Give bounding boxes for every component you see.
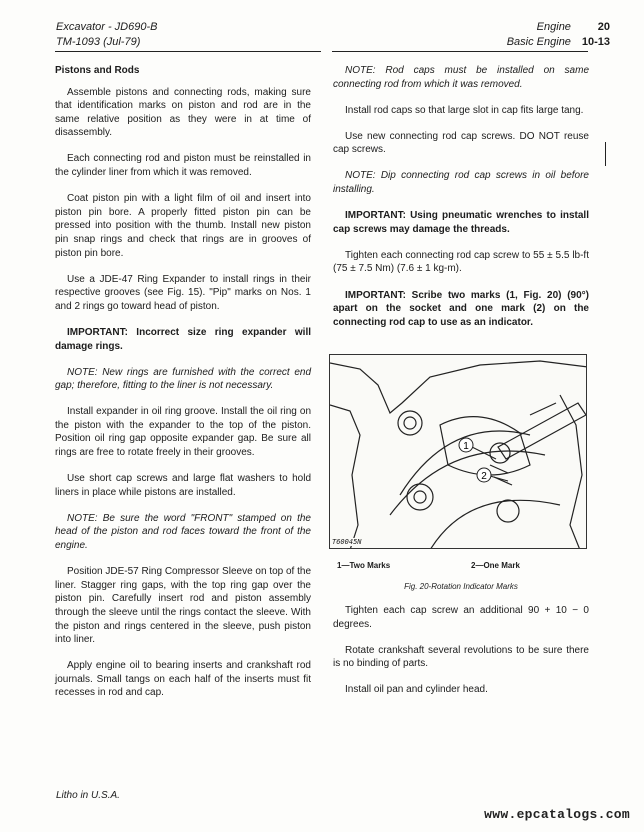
- paragraph: Use short cap screws and large flat washers to hold liners in place while pistons are installed.: [55, 473, 311, 498]
- section-label: Engine: [536, 21, 571, 33]
- paragraph: Use a JDE-47 Ring Expander to install rings in their respective grooves (see Fig. 15). "Pip" marks on Nos. 1 and 2 rings go toward head of piston.: [55, 273, 311, 312]
- group-label: Basic Engine: [506, 36, 571, 48]
- paragraph: Tighten each connecting rod cap screw to 55 ± 5.5 lb-ft (75 ± 7.5 Nm) (7.6 ± 1 kg-m).: [333, 249, 589, 275]
- note: NOTE: Be sure the word "FRONT" stamped on the head of the piston and rod faces toward the front of the engine.: [55, 512, 311, 552]
- paragraph: Tighten each cap screw an additional 90 + 10 − 0 degrees.: [333, 605, 589, 630]
- note: NOTE: New rings are furnished with the correct end gap; therefore, fitting to the liner is not necessary.: [55, 366, 311, 392]
- paragraph: Install expander in oil ring groove. Install the oil ring on the piston with the expander to the top of the piston. Position oil ring gap opposite expander gap. Be sure all rings are free to rotate freely in their grooves.: [55, 406, 311, 459]
- paragraph: Coat piston pin with a light film of oil and insert into piston pin bore. A properly fitted piston pin can be pressed into position with the thumb. Install new piston pin snap rings and check that rings are in grooves of piston pin bore.: [55, 193, 311, 259]
- note: NOTE: Rod caps must be installed on same connecting rod from which it was removed.: [333, 65, 589, 90]
- left-column: [55, 64, 311, 712]
- right-column-continued: [333, 604, 589, 709]
- figure-code: T60045N: [332, 538, 362, 546]
- header-rule-left: [55, 51, 321, 52]
- header-left: [56, 20, 157, 50]
- legend-item-2: 2—One Mark: [471, 561, 520, 570]
- important-note: IMPORTANT: Incorrect size ring expander will damage rings.: [55, 326, 311, 352]
- note: NOTE: Dip connecting rod cap screws in oil before installing.: [333, 170, 589, 196]
- page-number: 10-13: [581, 36, 610, 48]
- website-url[interactable]: www.epcatalogs.com: [484, 807, 630, 822]
- header-right: [507, 20, 610, 50]
- right-column: [333, 64, 589, 342]
- section-heading: Pistons and Rods: [55, 65, 140, 76]
- paragraph: Assemble pistons and connecting rods, making sure that identification marks on piston and rod are in the same relative position as they were in at time of disassembly.: [55, 86, 311, 139]
- section-number: 20: [597, 21, 610, 33]
- printed-location: Litho in U.S.A.: [56, 790, 120, 801]
- callout-1: 1: [463, 441, 469, 452]
- paragraph: Rotate crankshaft several revolutions to be sure there is no binding of parts.: [333, 644, 589, 670]
- important-note: IMPORTANT: Using pneumatic wrenches to install cap screws may damage the threads.: [333, 210, 589, 235]
- paragraph: Use new connecting rod cap screws. DO NOT reuse cap screws.: [333, 130, 589, 156]
- paragraph: Position JDE-57 Ring Compressor Sleeve on top of the liner. Stagger ring gaps, with the top ring gap over the piston pin. Carefully insert rod and piston assembly through the sleeve until the rings contact the sleeve. With the piston and rings centered in the sleeve, push piston into liner.: [55, 566, 312, 646]
- figure-rotation-indicator: [329, 354, 587, 549]
- paragraph: Install oil pan and cylinder head.: [345, 684, 488, 696]
- header-rule-right: [332, 51, 588, 52]
- important-note: IMPORTANT: Scribe two marks (1, Fig. 20) (90°) apart on the socket and one mark (2) on the connecting rod cap to use as an indicator.: [333, 289, 589, 328]
- paragraph: Install rod caps so that large slot in cap fits large tang.: [345, 104, 584, 116]
- paragraph: Apply engine oil to bearing inserts and crankshaft rod journals. Small tangs on each half of the inserts must fit recesses in rod and cap.: [55, 660, 311, 699]
- machine-title: Excavator - JD690-B: [56, 21, 158, 33]
- figure-illustration: [330, 355, 587, 549]
- manual-code: TM-1093 (Jul-79): [56, 36, 141, 48]
- legend-item-1: 1—Two Marks: [337, 561, 391, 570]
- paragraph: Each connecting rod and piston must be reinstalled in the cylinder liner from which it was removed.: [55, 153, 311, 179]
- revision-bar: [605, 142, 606, 166]
- figure-caption: Fig. 20-Rotation Indicator Marks: [404, 582, 518, 591]
- callout-2: 2: [481, 471, 487, 482]
